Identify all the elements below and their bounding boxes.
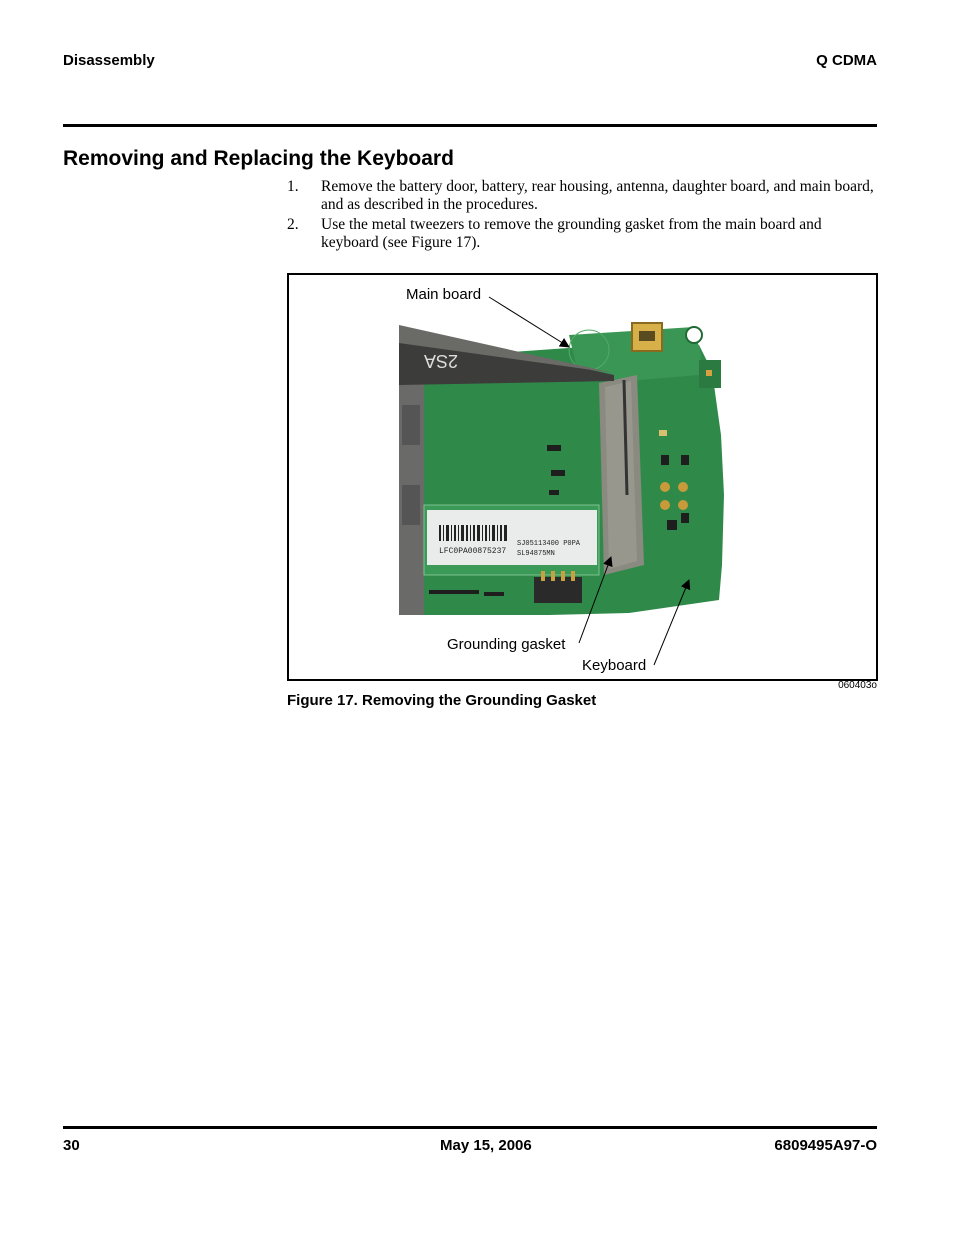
callout-arrows xyxy=(289,275,876,679)
page-number: 30 xyxy=(63,1137,80,1154)
barcode-text: LFC0PA0087 xyxy=(439,547,488,556)
section-title: Removing and Replacing the Keyboard xyxy=(63,147,454,170)
figure-image-id: 060403o xyxy=(838,680,877,691)
callout-main-board: Main board xyxy=(406,286,482,303)
callout-keyboard: Keyboard xyxy=(582,657,647,674)
figure-caption: Figure 17. Removing the Grounding Gasket xyxy=(287,692,597,709)
barcode-text: 5237 xyxy=(487,547,507,556)
step-item xyxy=(287,216,877,252)
figure-frame xyxy=(287,273,878,681)
arrow-keyboard xyxy=(654,580,689,665)
step-number: 1. xyxy=(287,178,299,195)
running-header-product: Q CDMA xyxy=(816,52,877,69)
footer-rule xyxy=(63,1126,877,1129)
barcode-text: SL94875MN xyxy=(517,550,555,558)
document-number: 6809495A97-O xyxy=(774,1137,877,1154)
callout-grounding-gasket: Grounding gasket xyxy=(447,636,566,653)
procedure-steps xyxy=(287,178,877,254)
step-text: Remove the battery door, battery, rear housing, antenna, daughter board, and main board, and as described in the procedures. xyxy=(321,178,874,213)
tweezer-mark: 2SA xyxy=(423,351,458,371)
arrow-main-board xyxy=(489,297,569,347)
footer-date: May 15, 2006 xyxy=(440,1137,532,1154)
running-header-section: Disassembly xyxy=(63,52,155,69)
step-text: Use the metal tweezers to remove the grounding gasket from the main board and keyboard (see Figure 17). xyxy=(321,216,822,251)
step-item xyxy=(287,178,877,214)
barcode-text: SJ05113400 P0PA xyxy=(517,540,581,548)
arrow-grounding-gasket xyxy=(579,557,611,643)
step-number: 2. xyxy=(287,216,299,233)
header-rule xyxy=(63,124,877,127)
